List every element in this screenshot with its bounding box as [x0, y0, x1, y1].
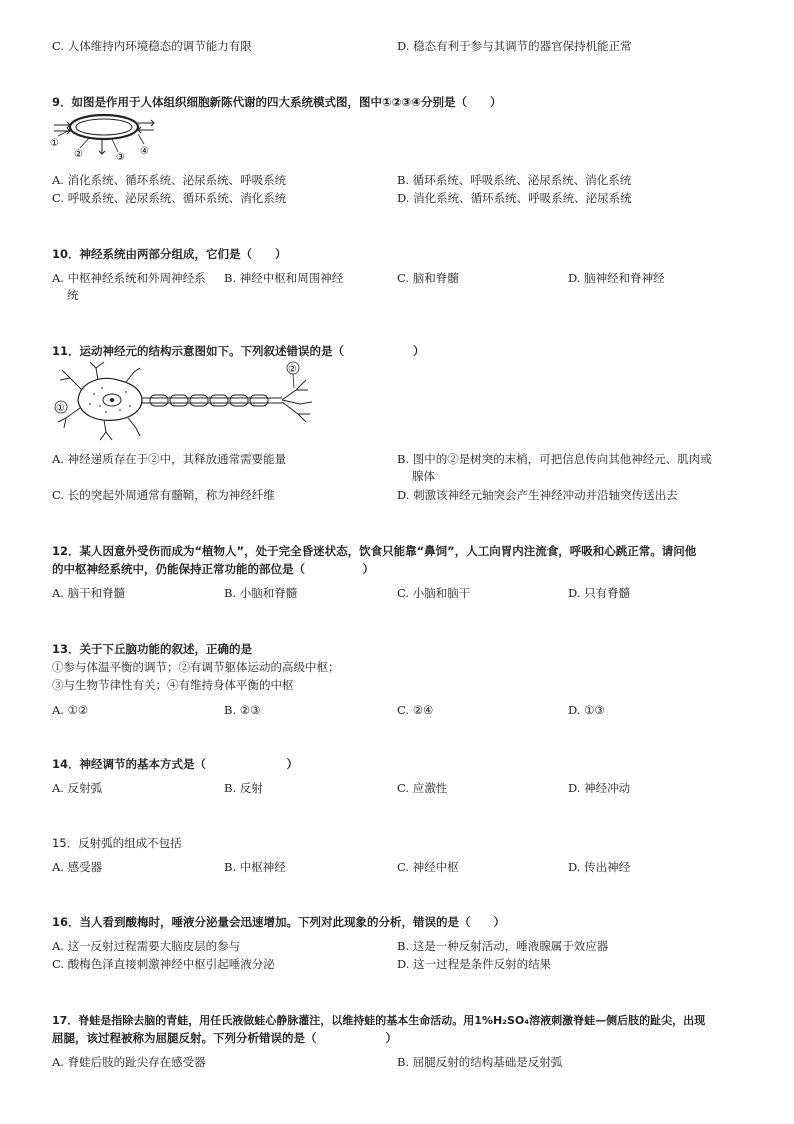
fig11-label-2: ②	[288, 364, 297, 375]
fig9-label-3: ③	[116, 152, 125, 163]
fig11-label-1: ①	[56, 403, 65, 414]
q10-option-d: D. 脑神经和脊神经	[568, 271, 665, 285]
q12-stem-line1: 12．某人因意外受伤而成为“植物人”，处于完全昏迷状态，饮食只能靠“鼻饲”，人工向胃内注流食，呼吸和心跳正常。请问他	[52, 544, 697, 558]
q14-stem: 14．神经调节的基本方式是（ ）	[52, 757, 299, 771]
q12-option-c: C. 小脑和脑干	[397, 586, 471, 600]
q13-option-b: B. ②③	[224, 703, 261, 717]
q14-option-c: C. 应激性	[397, 781, 448, 795]
q11-stem: 11．运动神经元的结构示意图如下。下列叙述错误的是（ ）	[52, 344, 425, 358]
q13-option-a: A. ①②	[52, 703, 89, 717]
q11-option-d: D. 刺激该神经元轴突会产生神经冲动并沿轴突传送出去	[397, 488, 678, 502]
q17-option-b: B. 屈腿反射的结构基础是反射弧	[397, 1055, 563, 1069]
q9-stem: 9．如图是作用于人体组织细胞新陈代谢的四大系统模式图，图中①②③④分别是（ ）	[52, 95, 502, 109]
q17-stem-line2: 屈腿，该过程被称为屈腿反射。下列分析错误的是（ ）	[52, 1031, 397, 1045]
q9-option-c: C. 呼吸系统、泌尿系统、循环系统、消化系统	[52, 191, 287, 205]
q12-option-b: B. 小脑和脊髓	[224, 586, 298, 600]
q12-option-a: A. 脑干和脊髓	[52, 586, 126, 600]
q17-stem-line1: 17．脊蛙是指除去脑的青蛙，用任氏液做蛙心静脉灌注，以维持蛙的基本生命活动。用1%H₂SO₄溶液刺激脊蛙—侧后肢的趾尖，出现	[52, 1014, 706, 1027]
q10-stem: 10．神经系统由两部分组成，它们是（ ）	[52, 247, 287, 261]
q15-stem: 15．反射弧的组成不包括	[52, 836, 182, 850]
q13-statement-line1: ①参与体温平衡的调节；②有调节躯体运动的高级中枢；	[52, 660, 340, 674]
q10-option-b: B. 神经中枢和周围神经	[224, 271, 344, 285]
q16-option-d: D. 这一过程是条件反射的结果	[397, 957, 552, 971]
q9-option-a: A. 消化系统、循环系统、泌尿系统、呼吸系统	[52, 173, 287, 187]
q10-option-a-line1: A. 中枢神经系统和外周神经系	[52, 271, 206, 285]
q11-option-c: C. 长的突起外周通常有髓鞘，称为神经纤维	[52, 488, 275, 502]
q11-option-b-line1: B. 图中的②是树突的末梢，可把信息传向其他神经元、肌肉或	[397, 452, 712, 466]
q15-option-c: C. 神经中枢	[397, 860, 459, 874]
q15-option-b: B. 中枢神经	[224, 860, 286, 874]
q9-option-d: D. 消化系统、循环系统、呼吸系统、泌尿系统	[397, 191, 632, 205]
fig9-label-1: ①	[50, 138, 59, 149]
q11-option-b-line2: 腺体	[412, 469, 435, 483]
q14-option-d: D. 神经冲动	[568, 781, 631, 795]
q11-option-a: A. 神经递质存在于②中，其释放通常需要能量	[52, 452, 287, 466]
q13-option-c: C. ②④	[397, 703, 434, 717]
q17-option-a: A. 脊蛙后肢的趾尖存在感受器	[52, 1055, 206, 1069]
motor-neuron-diagram	[50, 360, 320, 445]
fig9-label-4: ④	[140, 146, 149, 157]
q13-statement-line2: ③与生物节律性有关；④有维持身体平衡的中枢	[52, 678, 294, 692]
q12-stem-line2: 的中枢神经系统中，仍能保持正常功能的部位是（ ）	[52, 562, 374, 576]
q8-option-c: C. 人体维持内环境稳态的调节能力有限	[52, 39, 252, 53]
q13-option-d: D. ①③	[568, 703, 605, 717]
q10-option-a	[52, 270, 206, 304]
q14-option-b: B. 反射	[224, 781, 263, 795]
q12-option-d: D. 只有脊髓	[568, 586, 631, 600]
q8-option-d: D. 稳态有利于参与其调节的器官保持机能正常	[397, 39, 632, 53]
q9-option-b: B. 循环系统、呼吸系统、泌尿系统、消化系统	[397, 173, 632, 187]
four-systems-diagram	[50, 112, 160, 162]
q15-option-a: A. 感受器	[52, 860, 103, 874]
q16-option-b: B. 这是一种反射活动，唾液腺属于效应器	[397, 939, 609, 953]
fig9-label-2: ②	[74, 149, 83, 160]
q16-option-a: A. 这一反射过程需要大脑皮层的参与	[52, 939, 241, 953]
q10-option-c: C. 脑和脊髓	[397, 271, 459, 285]
q14-option-a: A. 反射弧	[52, 781, 103, 795]
q13-stem: 13．关于下丘脑功能的叙述，正确的是	[52, 642, 253, 656]
q16-stem: 16．当人看到酸梅时，唾液分泌量会迅速增加。下列对此现象的分析，错误的是（ ）	[52, 915, 505, 929]
q16-option-c: C. 酸梅色泽直接刺激神经中枢引起唾液分泌	[52, 957, 275, 971]
q15-option-d: D. 传出神经	[568, 860, 631, 874]
q10-option-a-line2: 统	[67, 288, 79, 302]
q11-option-b	[397, 451, 712, 485]
